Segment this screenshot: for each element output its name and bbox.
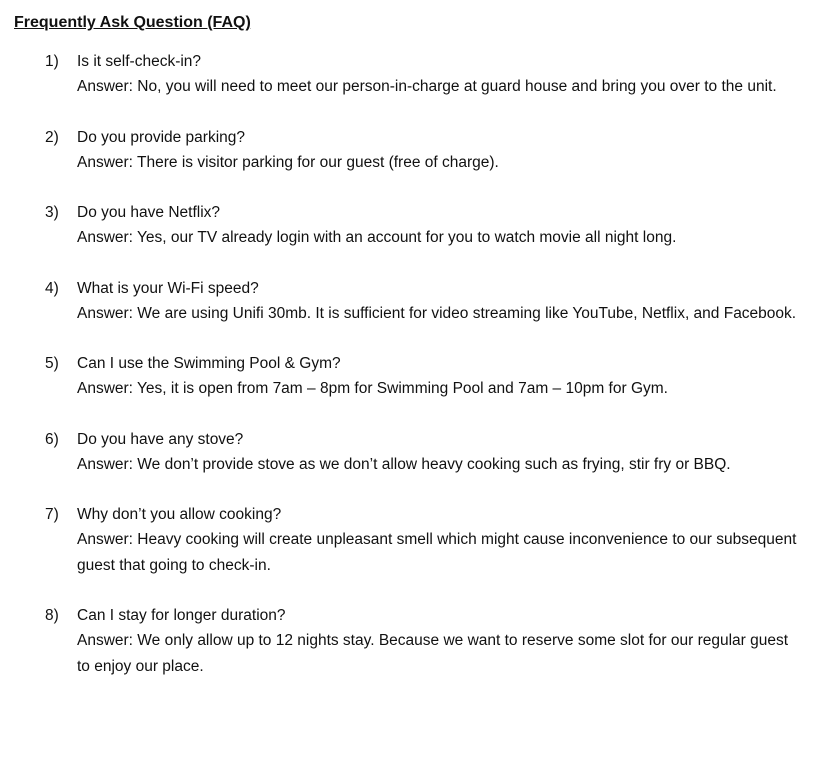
faq-question: Do you provide parking? [77, 128, 246, 146]
faq-answer: Answer: No, you will need to meet our person-in-charge at guard house and bring you over to the unit. [77, 78, 777, 95]
faq-question: Why don’t you allow cooking? [77, 506, 282, 523]
faq-answer: Answer: We only allow up to 12 nights stay. Because we want to reserve some slot for our regular guest to enjoy our place. [77, 632, 789, 675]
faq-answer: Answer: Yes, our TV already login with an account for you to watch movie all night long. [77, 229, 677, 246]
faq-answer: Answer: We are using Unifi 30mb. It is sufficient for video streaming like YouTube, Netflix, and Facebook. [77, 304, 797, 322]
faq-item [0, 427, 814, 478]
faq-answer: Answer: There is visitor parking for our guest (free of charge). [77, 153, 499, 171]
faq-question: Can I use the Swimming Pool & Gym? [77, 355, 341, 372]
page-title: Frequently Ask Question (FAQ) [14, 14, 251, 31]
faq-item-number: 8) [45, 607, 59, 624]
faq-list [0, 49, 814, 704]
faq-question: Do you have Netflix? [77, 204, 221, 221]
faq-item-number: 5) [45, 355, 59, 372]
faq-item-body [77, 276, 803, 327]
faq-item-number: 1) [45, 53, 59, 70]
faq-item [0, 276, 814, 327]
faq-question: What is your Wi-Fi speed? [77, 279, 259, 297]
faq-item-body [77, 351, 803, 402]
faq-item-body [77, 427, 803, 478]
faq-answer: Answer: Yes, it is open from 7am – 8pm for Swimming Pool and 7am – 10pm for Gym. [77, 380, 668, 397]
faq-item [0, 351, 814, 402]
faq-item-number: 2) [45, 128, 59, 146]
faq-item-body [77, 49, 803, 100]
faq-item [0, 603, 814, 679]
faq-question: Is it self-check-in? [77, 53, 202, 70]
faq-question: Do you have any stove? [77, 430, 244, 448]
faq-item-number: 3) [45, 204, 59, 221]
faq-item-body [77, 125, 803, 176]
faq-item-body [77, 200, 803, 251]
faq-item-number: 6) [45, 430, 59, 448]
faq-item [0, 125, 814, 176]
faq-item [0, 502, 814, 578]
faq-answer: Answer: We don’t provide stove as we don’t allow heavy cooking such as frying, stir fry or BBQ. [77, 455, 731, 473]
faq-item [0, 200, 814, 251]
faq-item-number: 4) [45, 279, 59, 297]
faq-item-body [77, 603, 803, 679]
faq-question: Can I stay for longer duration? [77, 607, 286, 624]
faq-item-number: 7) [45, 506, 59, 523]
faq-item-body [77, 502, 803, 578]
faq-answer: Answer: Heavy cooking will create unpleasant smell which might cause inconvenience to our subsequent guest that going to check-in. [77, 531, 797, 574]
faq-item [0, 49, 814, 100]
